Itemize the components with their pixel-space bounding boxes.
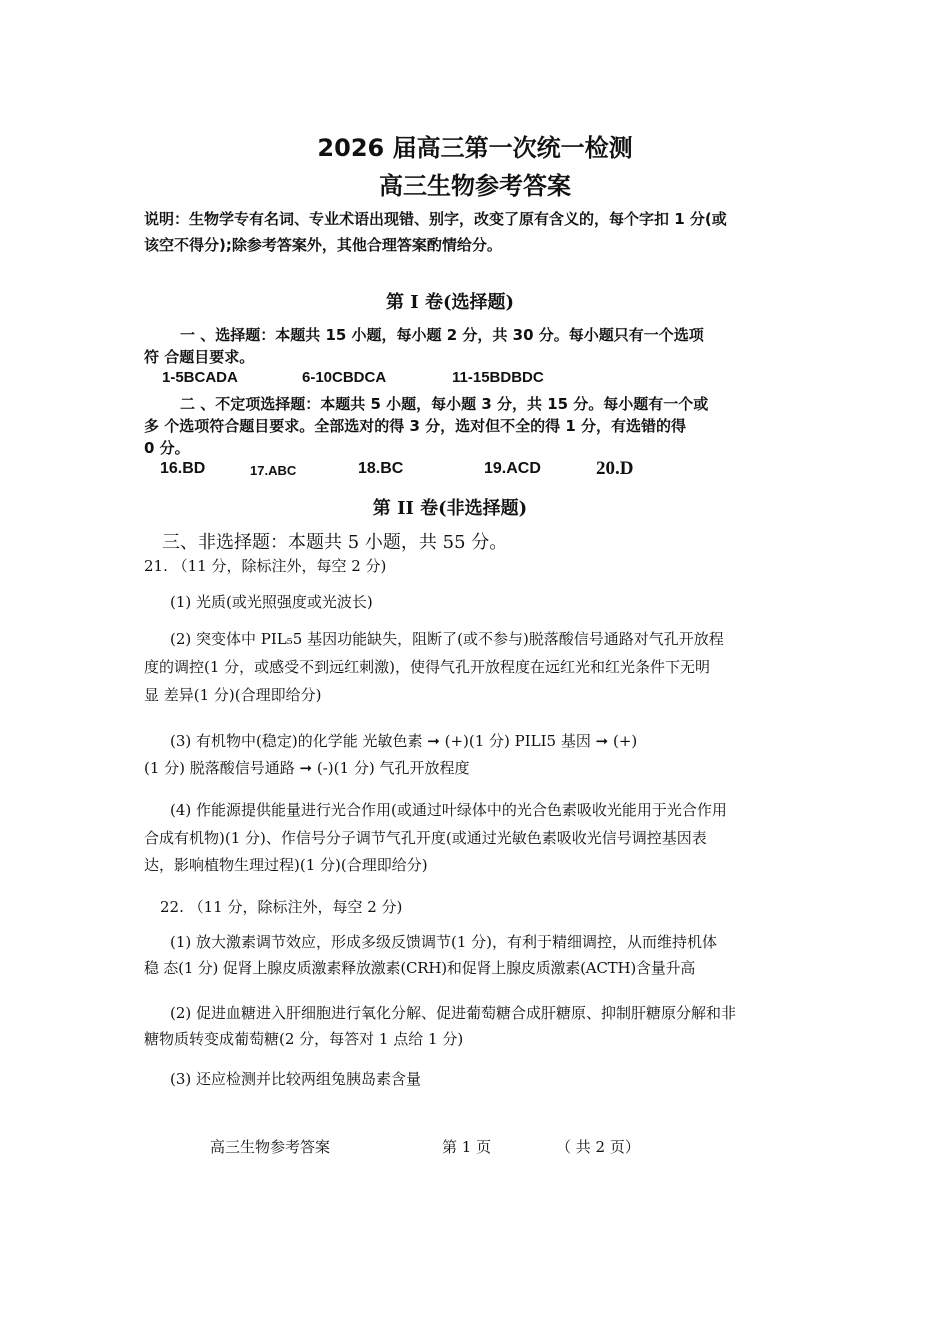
doc-title-line2: 高三生物参考答案 bbox=[379, 172, 571, 200]
q21-answer-4-line1: (4) 作能源提供能量进行光合作用(或通过叶绿体中的光合色素吸收光能用于光合作用 bbox=[170, 801, 727, 819]
section3-heading: 三、非选择题：本题共 5 小题，共 55 分。 bbox=[162, 532, 508, 553]
q21-header: 21. （11 分，除标注外，每空 2 分) bbox=[144, 557, 387, 575]
footer-total-pages: （ 共 2 页） bbox=[556, 1138, 640, 1156]
note-line1: 说明：生物学专有名词、专业术语出现错、别字，改变了原有含义的，每个字扣 1 分(或 bbox=[144, 210, 727, 228]
answer-17: 17.ABC bbox=[250, 463, 297, 478]
answer-group-2: 6-10CBDCA bbox=[302, 369, 387, 386]
q21-answer-4-line2: 合成有机物)(1 分)、作信号分子调节气孔开度(或通过光敏色素吸收光信号调控基因表 bbox=[144, 829, 707, 847]
part1-q1-line2: 符 合题目要求。 bbox=[144, 348, 255, 366]
q22-answer-2-line2: 糖物质转变成葡萄糖(2 分，每答对 1 点给 1 分) bbox=[144, 1030, 464, 1048]
answer-18: 18.BC bbox=[358, 460, 404, 477]
part2-title: 第 II 卷(非选择题) bbox=[372, 498, 528, 519]
q21-answer-2-line2: 度的调控(1 分，或感受不到远红刺激)，使得气孔开放程度在远红光和红光条件下无明 bbox=[144, 658, 711, 676]
part1-q2-line3: 0 分。 bbox=[144, 439, 190, 457]
q21-answer-3-line1: (3) 有机物中(稳定)的化学能 光敏色素 ➞ (+)(1 分) PILI5 基因 ➞ (+) bbox=[170, 732, 638, 750]
part1-q1-line1: 一 、选择题：本题共 15 小题，每小题 2 分，共 30 分。每小题只有一个选项 bbox=[180, 326, 704, 344]
part1-q2-line2: 多 个选项符合题目要求。全部选对的得 3 分，选对但不全的得 1 分，有选错的得 bbox=[144, 417, 686, 435]
q21-answer-4-line3: 达，影响植物生理过程)(1 分)(合理即给分) bbox=[144, 856, 428, 874]
q21-answer-2-line3: 显 差异(1 分)(合理即给分) bbox=[144, 686, 322, 704]
part1-title: 第 I 卷(选择题) bbox=[386, 292, 514, 313]
q21-answer-2-line1: (2) 突变体中 PIL₅5 基因功能缺失，阻断了(或不参与)脱落酸信号通路对气孔开放程 bbox=[170, 630, 724, 648]
part1-q2-line1: 二 、不定项选择题：本题共 5 小题，每小题 3 分，共 15 分。每小题有一个或 bbox=[180, 395, 709, 413]
q22-header: 22. （11 分，除标注外，每空 2 分) bbox=[160, 898, 403, 916]
q22-answer-1-line1: (1) 放大激素调节效应，形成多级反馈调节(1 分)，有利于精细调控，从而维持机体 bbox=[170, 933, 718, 951]
footer-doc-name: 高三生物参考答案 bbox=[210, 1138, 331, 1156]
answer-16: 16.BD bbox=[160, 460, 206, 477]
doc-title-line1: 2026 届高三第一次统一检测 bbox=[317, 134, 633, 162]
q22-answer-3: (3) 还应检测并比较两组兔胰岛素含量 bbox=[170, 1070, 422, 1088]
answer-20: 20.D bbox=[596, 458, 634, 479]
q22-answer-1-line2: 稳 态(1 分) 促肾上腺皮质激素释放激素(CRH)和促肾上腺皮质激素(ACTH)含量升高 bbox=[144, 959, 696, 977]
answer-group-1: 1-5BCADA bbox=[162, 369, 238, 386]
q21-answer-3-line2: (1 分) 脱落酸信号通路 ➞ (-)(1 分) 气孔开放程度 bbox=[144, 759, 470, 777]
q22-answer-2-line1: (2) 促进血糖进入肝细胞进行氧化分解、促进葡萄糖合成肝糖原、抑制肝糖原分解和非 bbox=[170, 1004, 737, 1022]
answer-group-3: 11-15BDBDC bbox=[452, 369, 544, 386]
q21-answer-1: (1) 光质(或光照强度或光波长) bbox=[170, 593, 373, 611]
answer-19: 19.ACD bbox=[484, 460, 541, 477]
footer-page-number: 第 1 页 bbox=[442, 1138, 492, 1156]
note-line2: 该空不得分);除参考答案外，其他合理答案酌情给分。 bbox=[144, 236, 502, 254]
